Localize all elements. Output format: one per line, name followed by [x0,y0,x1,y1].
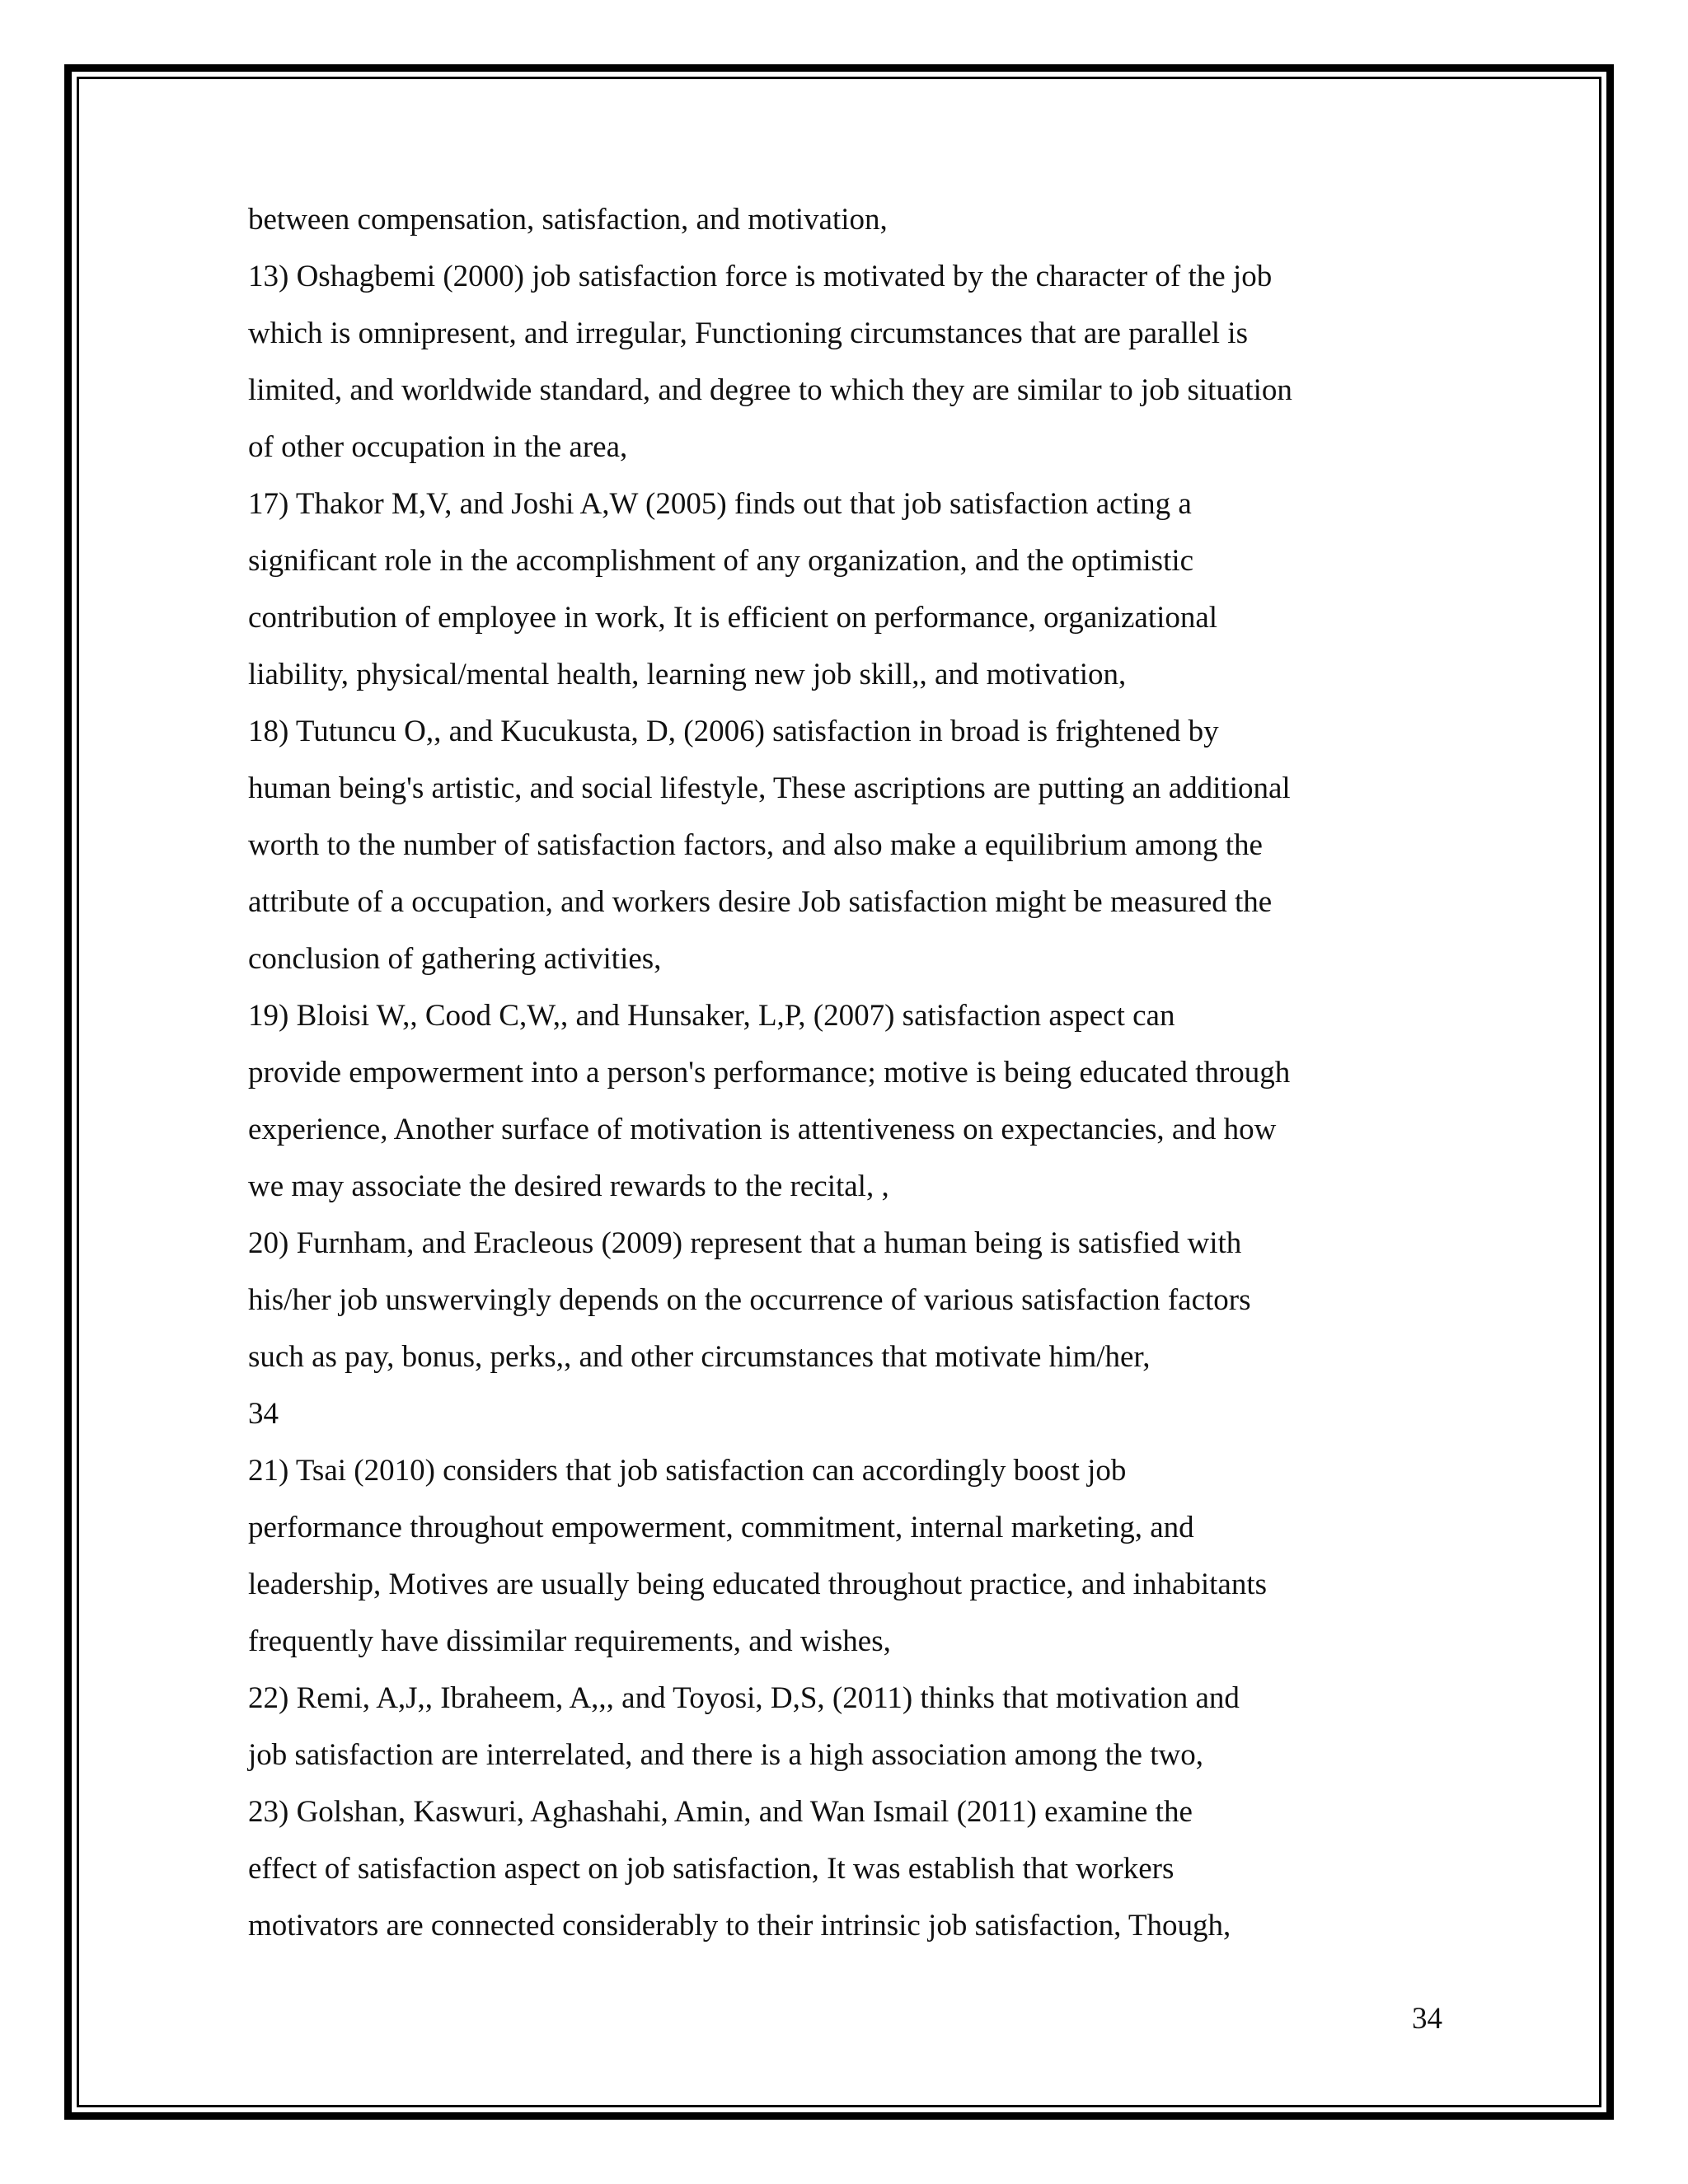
text-line: such as pay, bonus, perks,, and other circumstances that motivate him/her, [248,1340,1151,1374]
text-line: 34 [248,1397,279,1431]
text-line: experience, Another surface of motivation is attentiveness on expectancies, and how [248,1113,1277,1146]
text-line: effect of satisfaction aspect on job satisfaction, It was establish that workers [248,1852,1175,1886]
text-line: contribution of employee in work, It is efficient on performance, organizational [248,601,1218,635]
text-line: frequently have dissimilar requirements, and wishes, [248,1624,891,1658]
text-line: leadership, Motives are usually being educated throughout practice, and inhabitants [248,1568,1268,1601]
text-line: his/her job unswervingly depends on the occurrence of various satisfaction factors [248,1283,1251,1317]
text-line: 23) Golshan, Kaswuri, Aghashahi, Amin, and Wan Ismail (2011) examine the [248,1795,1193,1829]
text-line: conclusion of gathering activities, [248,942,662,976]
text-line: motivators are connected considerably to their intrinsic job satisfaction, Though, [248,1909,1231,1943]
text-line: attribute of a occupation, and workers desire Job satisfaction might be measured the [248,885,1273,919]
text-line: 13) Oshagbemi (2000) job satisfaction force is motivated by the character of the job [248,260,1273,293]
text-line: 20) Furnham, and Eracleous (2009) represent that a human being is satisfied with [248,1226,1242,1260]
text-line: performance throughout empowerment, commitment, internal marketing, and [248,1511,1194,1544]
text-line: 21) Tsai (2010) considers that job satisfaction can accordingly boost job [248,1454,1127,1488]
text-line: we may associate the desired rewards to the recital, , [248,1169,889,1203]
text-line: of other occupation in the area, [248,430,628,464]
text-line: 17) Thakor M,V, and Joshi A,W (2005) finds out that job satisfaction acting a [248,487,1192,521]
text-line: 22) Remi, A,J,, Ibraheem, A,,, and Toyosi, D,S, (2011) thinks that motivation and [248,1681,1240,1715]
text-line: 19) Bloisi W,, Cood C,W,, and Hunsaker, L,P, (2007) satisfaction aspect can [248,999,1175,1033]
page-number: 34 [1412,2002,1442,2036]
text-line: liability, physical/mental health, learning new job skill,, and motivation, [248,658,1127,691]
text-line: provide empowerment into a person's performance; motive is being educated through [248,1056,1291,1090]
text-line: which is omnipresent, and irregular, Functioning circumstances that are parallel is [248,316,1248,350]
text-line: between compensation, satisfaction, and motivation, [248,203,888,237]
text-line: 18) Tutuncu O,, and Kucukusta, D, (2006) satisfaction in broad is frightened by [248,715,1219,748]
text-line: worth to the number of satisfaction factors, and also make a equilibrium among the [248,828,1263,862]
text-line: limited, and worldwide standard, and degree to which they are similar to job situation [248,373,1292,407]
body-text [248,191,1435,1954]
text-line: job satisfaction are interrelated, and there is a high association among the two, [248,1738,1203,1772]
text-line: human being's artistic, and social lifestyle, These ascriptions are putting an additional [248,771,1291,805]
text-line: significant role in the accomplishment of any organization, and the optimistic [248,544,1194,578]
